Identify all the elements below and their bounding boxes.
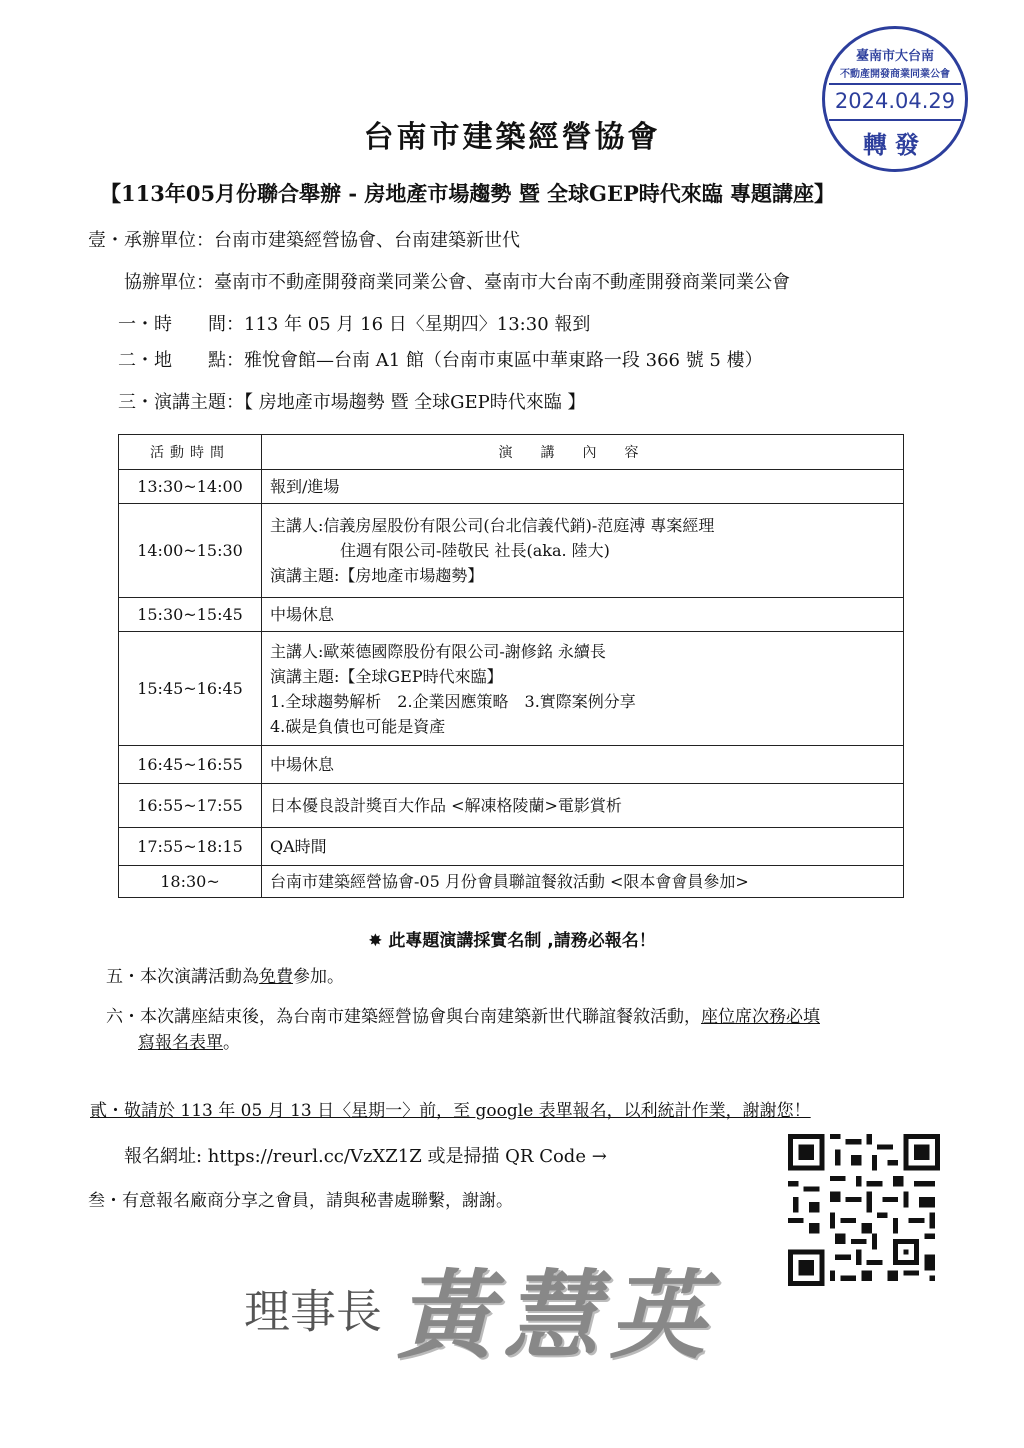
stamp-action: 轉發 <box>863 131 927 159</box>
row-content <box>262 784 904 828</box>
event-topic: 三・演講主題：【 房地產市場趨勢 暨 全球GEP時代來臨 】 <box>118 392 586 413</box>
item-six-text: 六・本次講座結束後，為台南市建築經營協會與台南建築新世代聯誼餐敘活動， <box>106 1007 701 1027</box>
content-line: 報到/進場 <box>270 477 340 496</box>
row-time: 16:45~16:55 <box>119 746 262 784</box>
stamp-date: 2024.04.29 <box>834 89 956 113</box>
row-content <box>262 598 904 632</box>
signature-name: 黃慧英 <box>397 1259 716 1372</box>
table-row <box>119 504 904 598</box>
content-line: 演講主題:【房地產市場趨勢】 <box>270 566 484 585</box>
content-line: 4.碳是負債也可能是資產 <box>270 716 446 736</box>
table-row <box>119 784 904 828</box>
row-content <box>262 828 904 866</box>
content-line: 台南市建築經營協會-05 月份會員聯誼餐敘活動 <限本會會員參加> <box>270 872 749 891</box>
co-host-units: 協辦單位：臺南市不動產開發商業同業公會、臺南市大台南不動產開發商業同業公會 <box>124 272 790 293</box>
row-time: 14:00~15:30 <box>119 504 262 598</box>
row-time: 18:30~ <box>119 866 262 898</box>
item-five-prefix: 五・本次演講活動為 <box>106 967 259 987</box>
item-six-line1 <box>106 1002 820 1027</box>
row-time: 15:30~15:45 <box>119 598 262 632</box>
content-line: QA時間 <box>270 837 327 856</box>
content-line: 中場休息 <box>270 605 335 624</box>
item-six-line2 <box>138 1028 240 1053</box>
table-row <box>119 598 904 632</box>
table-row <box>119 632 904 746</box>
event-place: 二・地 點：雅悅會館—台南 A1 館（台南市東區中華東路一段 366 號 5 樓） <box>118 350 763 371</box>
content-line: 日本優良設計獎百大作品 <解凍格陵蘭>電影賞析 <box>270 796 622 815</box>
item-two-deadline: 貳・敬請於 113 年 05 月 13 日〈星期一〉前，至 google 表單報名，以利統計作業，謝謝您！ <box>90 1101 811 1121</box>
row-time: 15:45~16:45 <box>119 632 262 746</box>
row-content <box>262 632 904 746</box>
signature-role: 理事長 <box>244 1284 382 1339</box>
table-row <box>119 866 904 898</box>
registration-url[interactable]: 報名網址: https://reurl.cc/VzXZ1Z 或是掃描 QR Code → <box>124 1146 607 1167</box>
organization-title: 台南市建築經營協會 <box>363 120 661 155</box>
row-content <box>262 470 904 504</box>
registration-notice: ✸ 此專題演講採實名制 ,請務必報名！ <box>368 931 656 951</box>
row-content <box>262 504 904 598</box>
header-content: 演講內容 <box>262 435 904 470</box>
stamp-org-line2: 不動產開發商業同業公會 <box>840 69 950 80</box>
host-units: 壹・承辦單位：台南市建築經營協會、台南建築新世代 <box>88 230 520 251</box>
schedule-table <box>118 434 904 898</box>
row-time: 17:55~18:15 <box>119 828 262 866</box>
content-line: 中場休息 <box>270 755 335 774</box>
table-row <box>119 470 904 504</box>
content-line: 演講主題:【全球GEP時代來臨】 <box>270 666 503 686</box>
item-five <box>106 962 344 987</box>
table-row <box>119 828 904 866</box>
row-time: 13:30~14:00 <box>119 470 262 504</box>
item-six-underlined: 寫報名表單 <box>138 1033 223 1053</box>
stamp-divider <box>829 83 961 85</box>
free-emphasis: 免費 <box>259 967 293 987</box>
content-line: 1.全球趨勢解析 2.企業因應策略 3.實際案例分享 <box>270 691 636 711</box>
chairman-signature <box>244 1240 715 1377</box>
table-header-row <box>119 435 904 470</box>
header-time: 活動時間 <box>119 435 262 470</box>
event-title: 【113年05月份聯合舉辦 - 房地產市場趨勢 暨 全球GEP時代來臨 專題講座】 <box>100 181 836 206</box>
row-content <box>262 866 904 898</box>
table-row <box>119 746 904 784</box>
row-content <box>262 746 904 784</box>
item-six-suffix: 。 <box>223 1033 240 1053</box>
content-line: 住週有限公司-陸敬民 社長(aka. 陸大) <box>340 541 610 560</box>
content-line: 主講人:歐萊德國際股份有限公司-謝修銘 永續長 <box>270 641 606 661</box>
item-five-suffix: 參加。 <box>293 967 344 987</box>
item-three-contact: 叁・有意報名廠商分享之會員，請與秘書處聯繫，謝謝。 <box>88 1191 513 1211</box>
row-time: 16:55~17:55 <box>119 784 262 828</box>
content-line: 主講人:信義房屋股份有限公司(台北信義代銷)-范庭溥 專案經理 <box>270 516 715 535</box>
item-six-underlined: 座位席次務必填 <box>701 1007 820 1027</box>
event-time: 一・時 間：113 年 05 月 16 日〈星期四〉13:30 報到 <box>118 314 591 335</box>
stamp-org-line1: 臺南市大台南 <box>855 49 934 64</box>
qr-code[interactable] <box>788 1134 940 1286</box>
